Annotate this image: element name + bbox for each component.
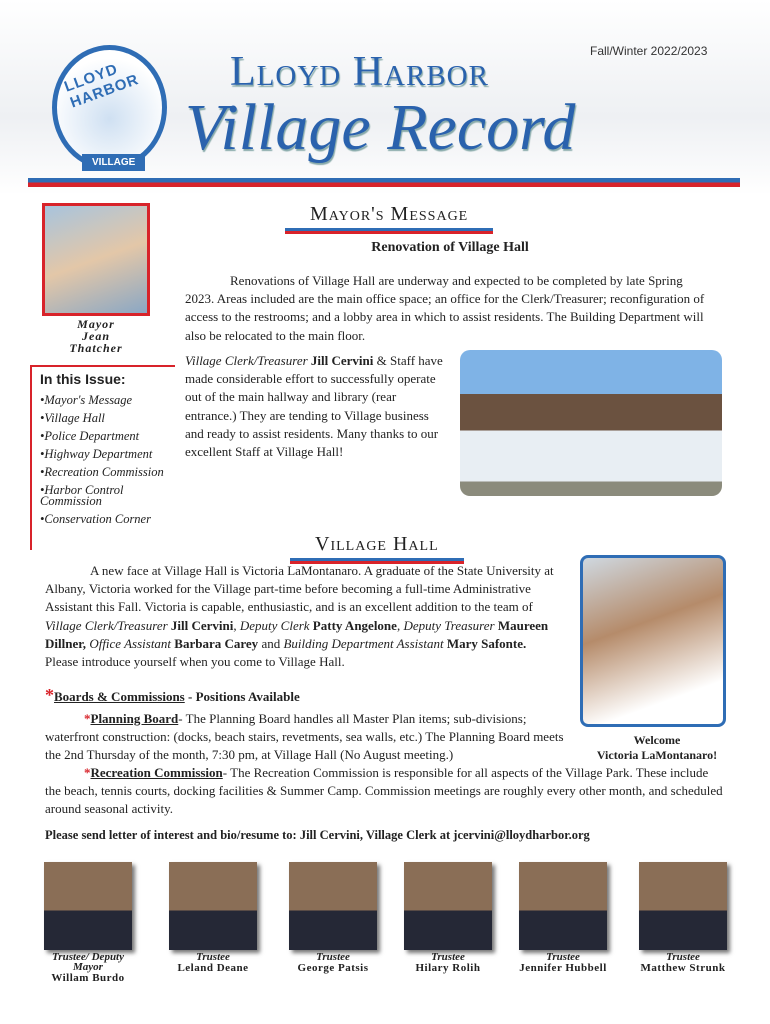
asterisk: * <box>45 685 54 705</box>
staff-role: Village Clerk/Treasurer <box>45 617 168 633</box>
trustee-name: Matthew Strunk <box>640 962 726 974</box>
mayors-message-heading: Mayor's Message <box>285 203 493 231</box>
caption-role: Mayor <box>77 317 115 331</box>
trustee-card <box>635 862 731 974</box>
caption-last-name: Thatcher <box>69 341 123 355</box>
staff-role: Deputy Clerk <box>239 617 310 633</box>
masthead-title-line1: Lloyd Harbor <box>230 49 489 95</box>
mayor-photo <box>42 203 150 316</box>
text: A new face at Village Hall is Victoria LaMontanaro. A graduate of the State University at Albany, Victoria worked for the Village part-time before becoming a full-time Administrative Assistant this Fall. Victoria is capable, enthusiastic, and is an excellent addition to the team of <box>45 563 554 615</box>
issue-season: Fall/Winter 2022/2023 <box>590 44 708 58</box>
trustee-role: Trustee <box>196 951 230 963</box>
victoria-photo <box>580 555 726 727</box>
header-rule <box>28 178 740 187</box>
issue-item: •Conservation Corner <box>40 512 151 526</box>
village-seal-logo <box>52 45 167 170</box>
separator: , <box>396 617 404 633</box>
caption-first-name: Jean <box>82 329 110 343</box>
planning-title: Planning Board <box>90 711 179 726</box>
mayor-caption <box>42 318 150 354</box>
trustee-photo <box>289 862 377 950</box>
trustee-role: Trustee <box>666 951 700 963</box>
text: & Staff have made considerable effort to successfully operate out of the main hallway and library (rear entrance.) They are tending to Village business and ready to assist residents. Many thanks to our excellent Staff at Village Hall! <box>185 353 443 460</box>
staff-name: Mary Safonte. <box>446 635 527 651</box>
trustee-role: Trustee <box>546 951 580 963</box>
caption-line: Victoria LaMontanaro! <box>596 748 718 762</box>
trustee-role: Trustee/ Deputy Mayor <box>52 951 124 973</box>
trustee-name: Willam Burdo <box>51 972 125 984</box>
text: - The Planning Board handles all Master Plan items; sub-divisions; waterfront construction: (docks, beach stairs, revetments, sea walls, etc.) The Planning Board meets the 2nd Thursday of the month, 7:30 pm, at Village Hall (No August meeting.) <box>45 711 564 763</box>
in-this-issue-title: In this Issue: <box>40 371 126 387</box>
renovation-subheading: Renovation of Village Hall <box>371 240 529 255</box>
boards-heading <box>45 685 300 706</box>
issue-item: •Mayor's Message <box>40 393 133 407</box>
text: Please introduce yourself when you come to Village Hall. <box>45 654 345 670</box>
village-hall-renovation-photo <box>460 350 722 496</box>
trustee-photo <box>519 862 607 950</box>
staff-paragraph <box>185 352 450 461</box>
issue-item: •Highway Department <box>40 447 153 461</box>
trustee-role: Trustee <box>316 951 350 963</box>
staff-name: Jill Cervini <box>170 617 234 633</box>
staff-name: Patty Angelone <box>312 617 397 633</box>
recreation-title: Recreation Commission <box>90 765 223 780</box>
trustee-photo <box>44 862 132 950</box>
trustee-role: Trustee <box>431 951 465 963</box>
trustee-name: George Patsis <box>297 962 369 974</box>
staff-role: Deputy Treasurer <box>403 617 495 633</box>
separator: , <box>233 617 240 633</box>
trustee-name: Hilary Rolih <box>415 962 481 974</box>
name: Jill Cervini <box>310 353 374 368</box>
in-this-issue-box <box>30 365 175 550</box>
boards-title: Boards & Commissions <box>54 689 185 704</box>
staff-name: Maureen Dillner, <box>45 617 549 651</box>
issue-item: •Police Department <box>40 429 140 443</box>
trustee-photo <box>169 862 257 950</box>
trustee-name: Jennifer Hubbell <box>519 962 607 974</box>
trustee-name: Leland Deane <box>177 962 249 974</box>
text: - The Recreation Commission is responsible for all aspects of the Village Park. These include the beach, tennis courts, docking facilities & Summer Camp. Commission meetings are roughly every other month, and scheduled around seasonal activity. <box>45 765 723 817</box>
caption-line: Welcome <box>633 733 681 747</box>
victoria-caption <box>582 733 732 763</box>
planning-board-paragraph: *Planning Board- The Planning Board handles all Master Plan items; sub-divisions; waterfront construction: (docks, beach stairs, revetments, sea walls, etc.) The Planning Board meets the 2nd Thursday of the month, 7:30 pm, at Village Hall (No August meeting.) <box>45 711 564 763</box>
village-hall-heading: Village Hall <box>290 533 464 561</box>
issue-item: •Harbor Control Commission <box>40 483 124 508</box>
staff-name: Barbara Carey <box>174 635 259 651</box>
separator: and <box>258 635 284 651</box>
role: Village Clerk/Treasurer <box>185 353 308 368</box>
boards-suffix: - Positions Available <box>184 689 300 704</box>
issue-item: •Recreation Commission <box>40 465 164 479</box>
staff-list <box>45 618 548 651</box>
trustee-photo <box>404 862 492 950</box>
trustee-photo <box>639 862 727 950</box>
village-hall-paragraph <box>45 562 570 671</box>
trustee-card <box>400 862 496 974</box>
trustee-card <box>285 862 381 974</box>
staff-role: Office Assistant <box>89 635 172 651</box>
masthead-title-line2: Village Record <box>185 91 576 164</box>
trustee-card <box>515 862 611 974</box>
trustee-card <box>40 862 136 984</box>
recreation-paragraph: *Recreation Commission- The Recreation Commission is responsible for all aspects of the Village Park. These include the beach, tennis courts, docking facilities & Summer Camp. Commission meetings are roughly every other month, and scheduled around seasonal activity. <box>45 765 723 817</box>
trustee-card <box>165 862 261 974</box>
logo-banner: VILLAGE <box>82 154 145 171</box>
issue-item: •Village Hall <box>40 411 105 425</box>
logo-text: LLOYD HARBOR <box>62 60 142 112</box>
renovation-paragraph: Renovations of Village Hall are underway and expected to be completed by late Spring 2023. Areas included are the main office space; an office for the Clerk/Treasurer; reconfiguration of access to the restrooms; and a lobby area in which to assist residents. The Building Department will also be relocated to the main floor. <box>185 273 705 343</box>
send-letter-note: Please send letter of interest and bio/resume to: Jill Cervini, Village Clerk at jcervini@lloydharbor.org <box>45 828 590 842</box>
staff-role: Building Department Assistant <box>283 635 444 651</box>
